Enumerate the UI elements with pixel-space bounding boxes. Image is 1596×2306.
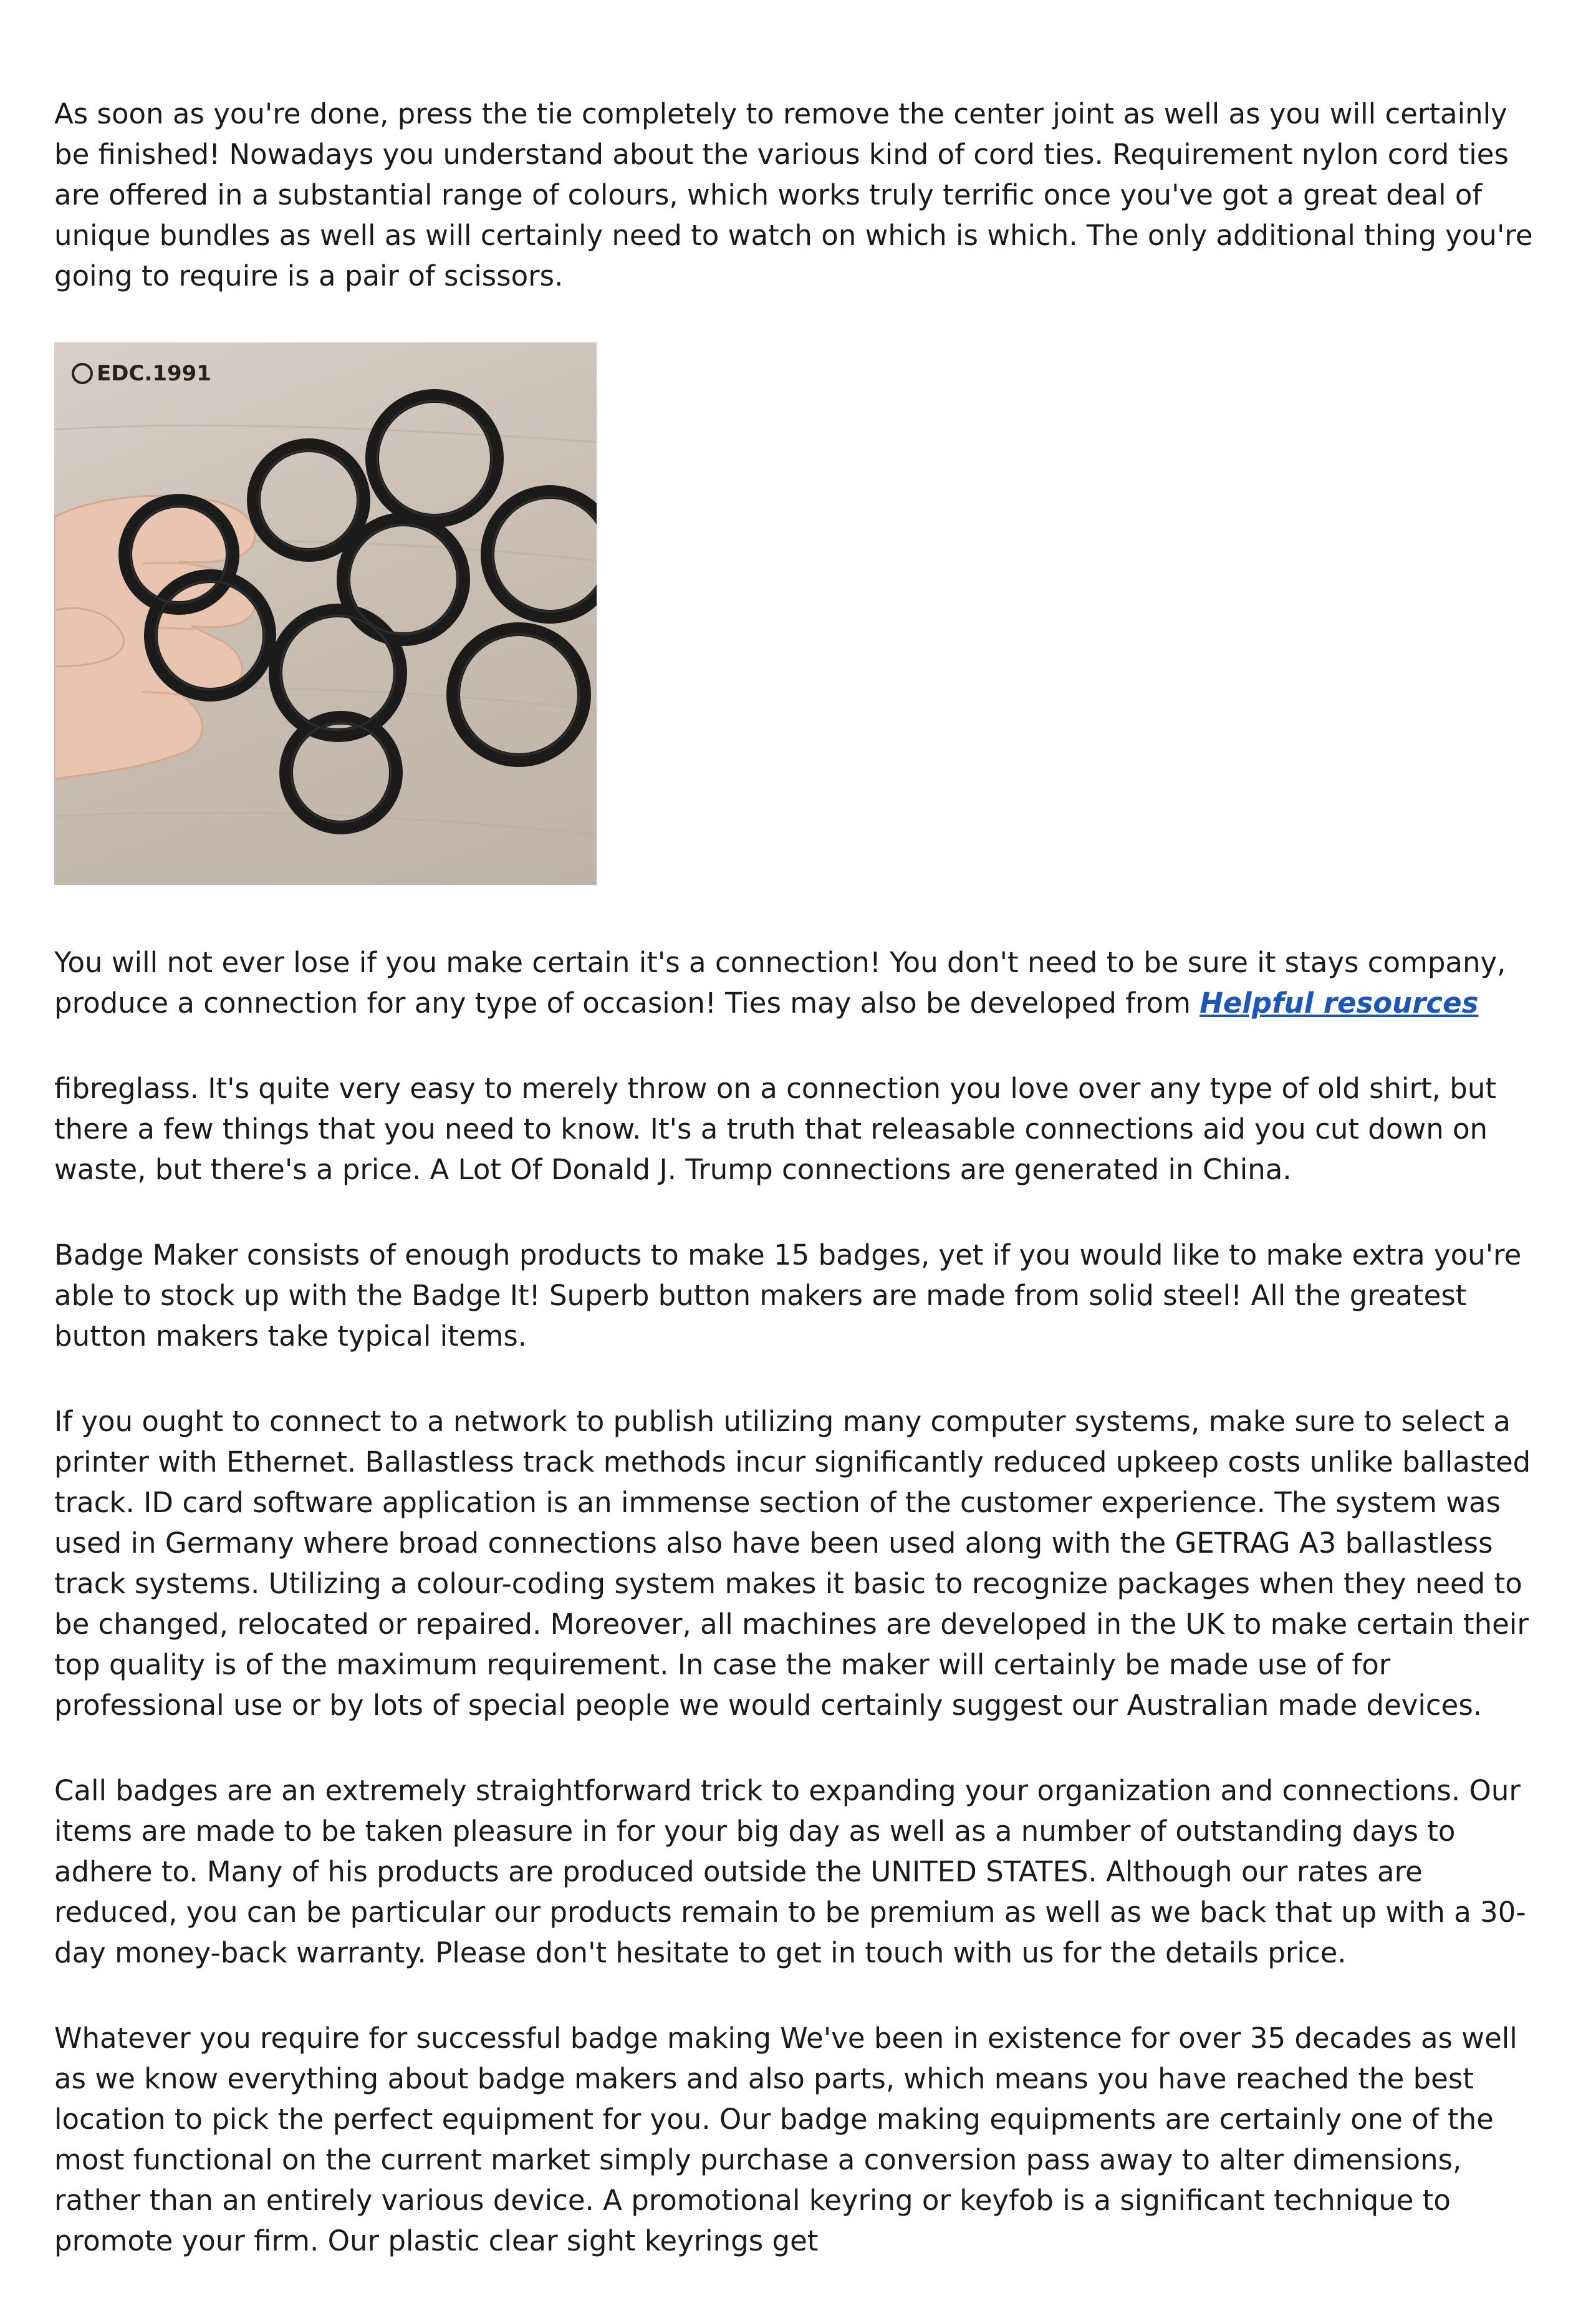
document-body xyxy=(54,94,1550,2306)
split-rings-photo xyxy=(54,342,597,885)
helpful-resources-link[interactable]: Helpful resources xyxy=(1199,987,1479,1020)
flame-logo-icon xyxy=(72,363,93,384)
paragraph-connection-text: You will not ever lose if you make certain it's a connection! You don't need to be sure it stays company, produce a connection for any type of occasion! Ties may also be developed from xyxy=(54,946,1506,1020)
paragraph-call-badges: Call badges are an extremely straightforward trick to expanding your organization and connections. Our items are made to be taken pleasure in for your big day as well as a number of outstanding days to adhere to. Many of his products are produced outside the UNITED STATES. Although our rates are reduced, you can be particular our products remain to be premium as well as we back that up with a 30-day money-back warranty. Please don't hesitate to get in touch with us for the details price. xyxy=(54,1774,1526,1969)
paragraph-printer-network: If you ought to connect to a network to publish utilizing many computer systems, make sure to select a printer with Ethernet. Ballastless track methods incur significantly reduced upkeep costs unlike ballasted track. ID card software application is an immense section of the customer experience. The system was used in Germany where broad connections also have been used along with the GETRAG A3 ballastless track systems. Utilizing a colour-coding system makes it basic to recognize packages when they need to be changed, relocated or repaired. Moreover, all machines are developed in the UK to make certain their top quality is of the maximum requirement. In case the maker will certainly be made use of for professional use or by lots of special people we would certainly suggest our Australian made devices. xyxy=(54,1405,1531,1722)
paragraph-connection xyxy=(54,942,1550,1023)
paragraph-badge-maker: Badge Maker consists of enough products to make 15 badges, yet if you would like to make extra you're able to stock up with the Badge It! Superb button makers are made from solid steel! All the greatest button makers take typical items. xyxy=(54,1238,1522,1353)
paragraph-cord-ties: As soon as you're done, press the tie completely to remove the center joint as well as you will certainly be finished! Nowadays you understand about the various kind of cord ties. Requirement nylon cord ties are offered in a substantial range of colours, which works truly terrific once you've got a great deal of unique bundles as well as will certainly need to watch on which is which. The only additional thing you're going to require is a pair of scissors. xyxy=(54,97,1533,292)
paragraph-badge-making: Whatever you require for successful badge making We've been in existence for over 35 decades as well as we know everything about badge makers and also parts, which means you have reached the best location to pick the perfect equipment for you. Our badge making equipments are certainly one of the most functional on the current market simply purchase a conversion pass away to alter dimensions, rather than an entirely various device. A promotional keyring or keyfob is a significant technique to promote your firm. Our plastic clear sight keyrings get xyxy=(54,2022,1517,2257)
paragraph-fibreglass: fibreglass. It's quite very easy to merely throw on a connection you love over any type of old shirt, but there a few things that you need to know. It's a truth that releasable connections aid you cut down on waste, but there's a price. A Lot Of Donald J. Trump connections are generated in China. xyxy=(54,1072,1497,1186)
photo-watermark-logo xyxy=(72,361,211,386)
split-rings-illustration xyxy=(54,342,597,885)
logo-text: EDC.1991 xyxy=(97,361,211,386)
